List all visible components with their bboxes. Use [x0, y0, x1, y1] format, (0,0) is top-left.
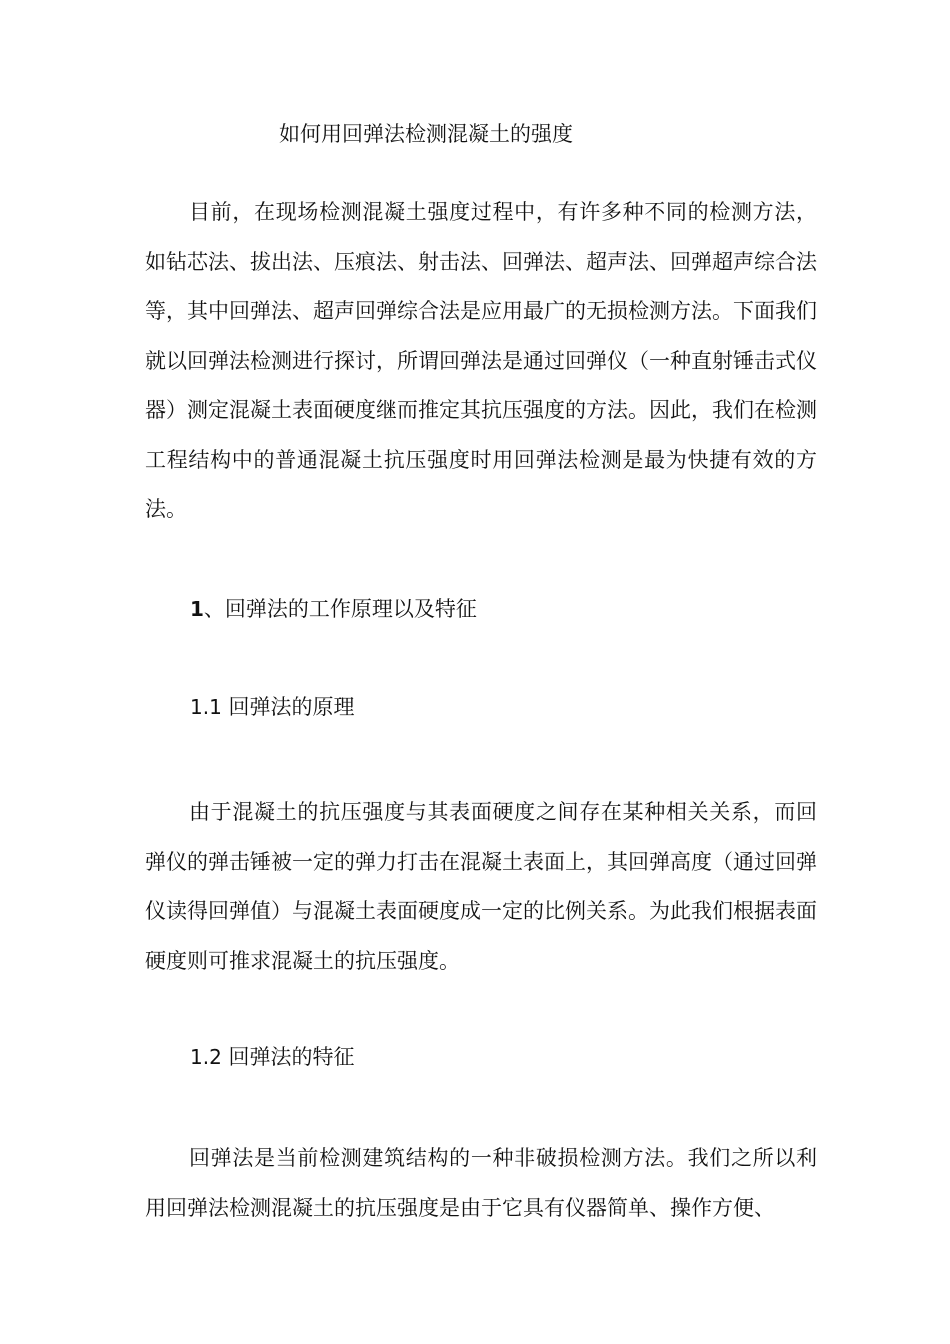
section-number-1-2: 1.2	[190, 1045, 222, 1069]
document-title: 如何用回弹法检测混凝土的强度	[279, 122, 573, 146]
principle-paragraph: 由于混凝土的抗压强度与其表面硬度之间存在某种相关关系，而回弹仪的弹击锤被一定的弹力打击在混凝土表面上，其回弹高度（通过回弹仪读得回弹值）与混凝土表面硬度成一定的比例关系。为此我们根据表面硬度则可推求混凝土的抗压强度。	[145, 800, 817, 973]
section-title-1-2: 回弹法的特征	[221, 1045, 355, 1069]
section-heading-1-1	[190, 691, 355, 723]
section-title-1-1: 回弹法的原理	[221, 695, 355, 719]
section-number-1: 1	[190, 597, 204, 621]
intro-paragraph: 目前，在现场检测混凝土强度过程中，有许多种不同的检测方法，如钻芯法、拔出法、压痕法、射击法、回弹法、超声法、回弹超声综合法等，其中回弹法、超声回弹综合法是应用最广的无损检测方法。下面我们就以回弹法检测进行探讨，所谓回弹法是通过回弹仪（一种直射锤击式仪器）测定混凝土表面硬度继而推定其抗压强度的方法。因此，我们在检测工程结构中的普通混凝土抗压强度时用回弹法检测是最为快捷有效的方法。	[145, 200, 817, 521]
section-heading-1	[190, 593, 477, 625]
feature-paragraph: 回弹法是当前检测建筑结构的一种非破损检测方法。我们之所以利用回弹法检测混凝土的抗压强度是由于它具有仪器简单、操作方便、	[145, 1146, 817, 1220]
section-heading-1-2	[190, 1041, 355, 1073]
section-number-1-1: 1.1	[190, 695, 222, 719]
section-title-1: 、回弹法的工作原理以及特征	[203, 597, 477, 621]
